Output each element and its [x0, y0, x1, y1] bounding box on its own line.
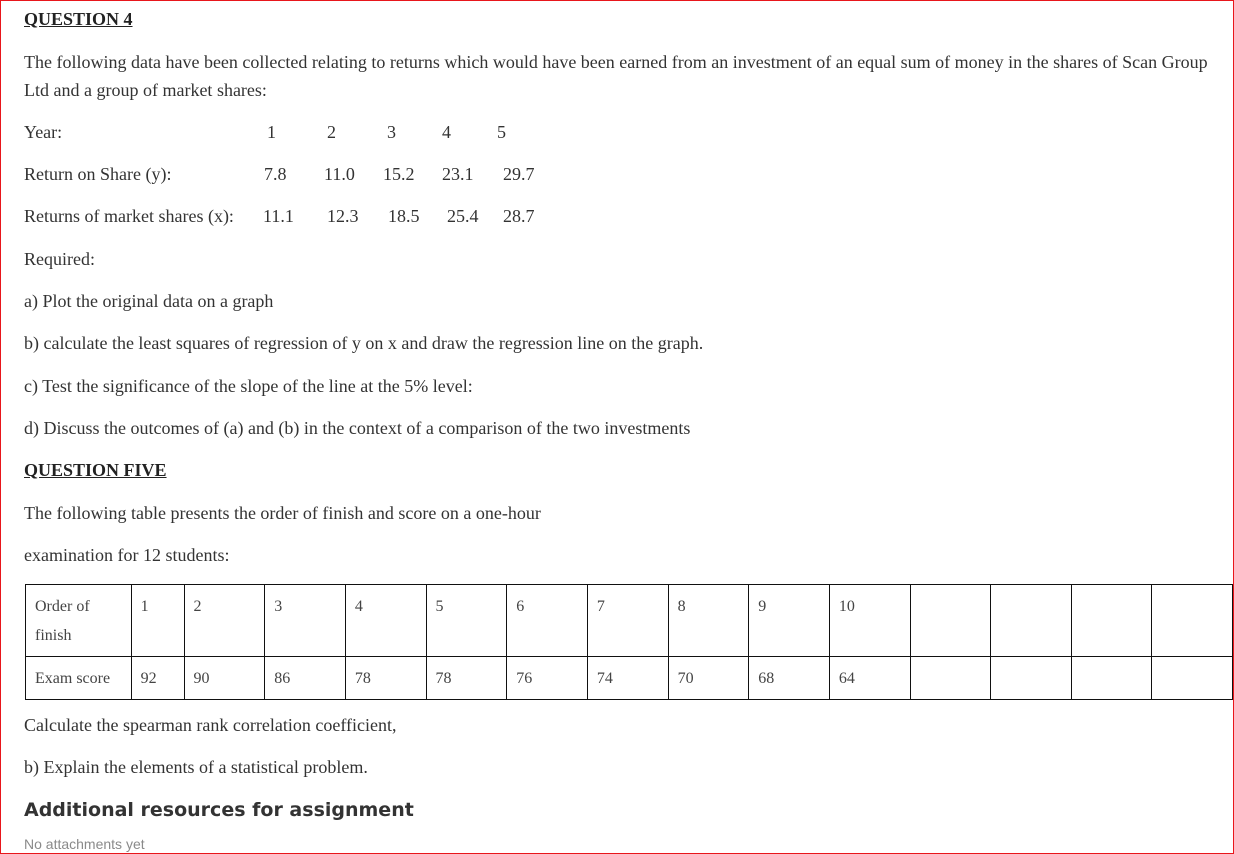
task-item: a) Plot the original data on a graph — [24, 291, 274, 311]
x-label: Returns of market shares (x): — [24, 206, 234, 226]
row-header: Exam score — [26, 657, 132, 700]
year-value: 2 — [327, 122, 336, 142]
y-value: 11.0 — [324, 164, 355, 184]
table-cell: 70 — [668, 657, 749, 700]
resources-heading: Additional resources for assignment — [24, 799, 414, 821]
task-item: b) calculate the least squares of regression of y on x and draw the regression line on the graph. — [24, 333, 704, 353]
table-cell: 76 — [507, 657, 588, 700]
table-cell: 74 — [587, 657, 668, 700]
year-label: Year: — [24, 122, 63, 142]
question-4-heading: QUESTION 4 — [24, 9, 133, 29]
y-label: Return on Share (y): — [24, 164, 172, 184]
table-cell: 10 — [829, 585, 910, 657]
table-cell: 9 — [749, 585, 830, 657]
table-cell: 8 — [668, 585, 749, 657]
table-cell — [1071, 585, 1152, 657]
year-value: 1 — [267, 122, 276, 142]
table-cell: 7 — [587, 585, 668, 657]
rank-table — [25, 584, 1233, 700]
year-value: 5 — [497, 122, 506, 142]
question-5-intro: The following table presents the order of finish and score on a one-hour — [24, 503, 541, 523]
task-item: d) Discuss the outcomes of (a) and (b) in the context of a comparison of the two investments — [24, 418, 691, 438]
table-cell — [1071, 657, 1152, 700]
table-cell: 6 — [507, 585, 588, 657]
table-cell: 2 — [184, 585, 265, 657]
x-value: 18.5 — [388, 206, 420, 226]
table-cell: 86 — [265, 657, 346, 700]
table-cell: 78 — [345, 657, 426, 700]
row-header: Order of finish — [26, 585, 132, 657]
table-cell: 3 — [265, 585, 346, 657]
table-cell: 5 — [426, 585, 507, 657]
table-cell: 4 — [345, 585, 426, 657]
task-item: Calculate the spearman rank correlation coefficient, — [24, 715, 397, 735]
x-value: 28.7 — [503, 206, 535, 226]
table-cell: 78 — [426, 657, 507, 700]
table-cell: 90 — [184, 657, 265, 700]
table-cell — [910, 585, 991, 657]
table-row — [26, 657, 1233, 700]
table-cell — [1152, 585, 1233, 657]
table-cell — [910, 657, 991, 700]
table-cell: 92 — [131, 657, 184, 700]
task-item: b) Explain the elements of a statistical problem. — [24, 757, 368, 777]
required-label: Required: — [24, 249, 95, 269]
table-cell: 1 — [131, 585, 184, 657]
table-cell — [991, 585, 1072, 657]
x-value: 25.4 — [447, 206, 479, 226]
year-value: 3 — [387, 122, 396, 142]
no-attachments-text: No attachments yet — [24, 836, 145, 852]
y-value: 23.1 — [442, 164, 474, 184]
x-value: 11.1 — [263, 206, 294, 226]
table-cell: 64 — [829, 657, 910, 700]
table-row — [26, 585, 1233, 657]
x-value: 12.3 — [327, 206, 359, 226]
y-value: 15.2 — [383, 164, 415, 184]
y-value: 29.7 — [503, 164, 535, 184]
task-item: c) Test the significance of the slope of the line at the 5% level: — [24, 376, 473, 396]
question-5-intro: examination for 12 students: — [24, 545, 230, 565]
y-value: 7.8 — [264, 164, 287, 184]
table-cell — [991, 657, 1072, 700]
question-5-heading: QUESTION FIVE — [24, 460, 167, 480]
question-4-intro: The following data have been collected relating to returns which would have been earned from an investment of an equal sum of money in the shares of Scan Group Ltd and a group of market shares: — [24, 52, 1208, 100]
year-value: 4 — [442, 122, 451, 142]
table-cell: 68 — [749, 657, 830, 700]
table-cell — [1152, 657, 1233, 700]
